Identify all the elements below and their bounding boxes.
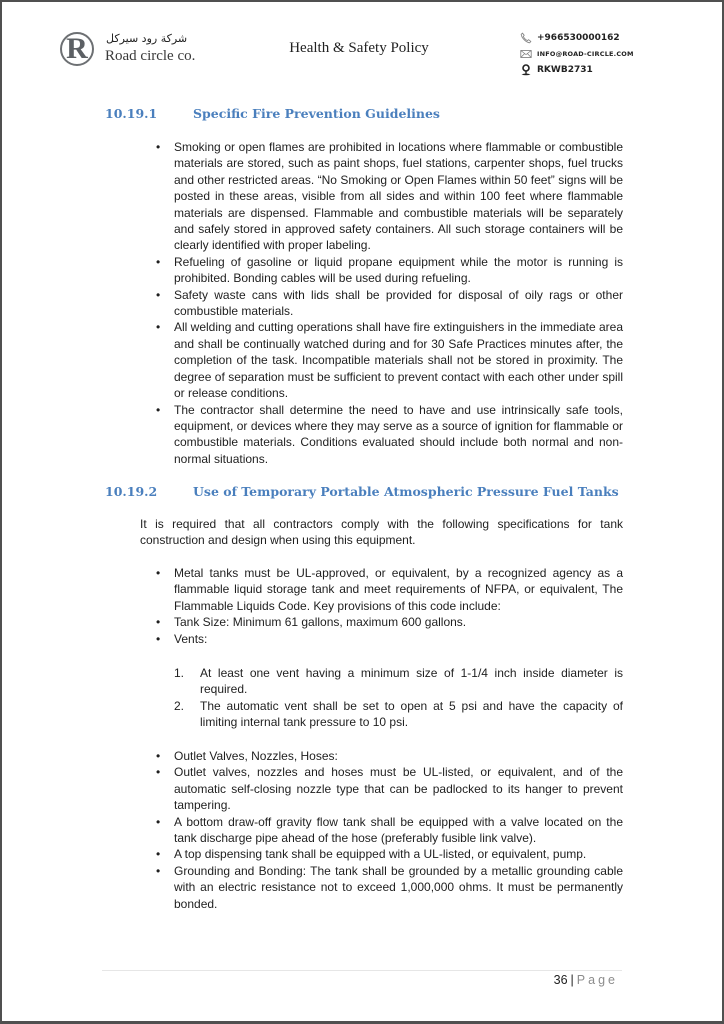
- envelope-icon: [520, 48, 532, 60]
- contact-block: [520, 30, 634, 78]
- list-item: • Outlet valves, nozzles and hoses must be UL-listed, or equivalent, and of the automatic self-closing nozzle type that can be padlocked to its hanger to prevent tampering.: [174, 764, 623, 813]
- contact-location: RKWB2731: [520, 62, 634, 77]
- list-item: • Refueling of gasoline or liquid propane equipment while the motor is running is prohibited. Bonding cables will be used during refueling.: [174, 254, 623, 287]
- phone-icon: [520, 32, 532, 44]
- fire-prevention-list: [174, 139, 623, 467]
- contact-phone: +966530000162: [520, 30, 634, 45]
- section-heading-10-19-1: [105, 106, 440, 121]
- list-item: • Grounding and Bonding: The tank shall be grounded by a metallic grounding cable with an electric resistance not to exceed 1,000,000 ohms. It must be permanently bonded.: [174, 863, 623, 912]
- tank-specs-list-b: [174, 748, 623, 912]
- section-number: 10.19.2: [105, 484, 158, 499]
- list-item: • All welding and cutting operations shall have fire extinguishers in the immediate area and shall be continually watched during and for 30 Safe Practices minutes after, the completion of the task. Incompatible materials shall not be stored in proximity. The degree of separation must be sufficient to prevent contact with each other under spill or release conditions.: [174, 319, 623, 401]
- list-item: • Safety waste cans with lids shall be provided for disposal of oily rags or other combustible materials.: [174, 287, 623, 320]
- list-item: • Smoking or open flames are prohibited in locations where flammable or combustible materials are stored, such as paint shops, fuel stations, carpenter shops, fuel trucks and other restricted areas. “No Smoking or Open Flames within 50 feet” signs will be posted in these areas, visible from all sides and within 100 feet where flammable materials are dispensed. Flammable and combustible materials will be separately and safely stored in approved safety containers. All such storage containers will be clearly identified with proper labeling.: [174, 139, 623, 254]
- location-pin-icon: [520, 64, 532, 76]
- contact-email: INFO@ROAD-CIRCLE.COM: [520, 46, 634, 61]
- section-title: Specific Fire Prevention Guidelines: [193, 106, 440, 121]
- section-heading-10-19-2: [105, 484, 619, 499]
- footer-divider: [102, 970, 622, 971]
- tank-specs-list-a: [174, 565, 623, 647]
- list-item: • Metal tanks must be UL-approved, or equivalent, by a recognized agency as a flammable liquid storage tank and meet requirements of NFPA, or equivalent, The Flammable Liquids Code. Key provisions of this code include:: [174, 565, 623, 614]
- section-title: Use of Temporary Portable Atmospheric Pressure Fuel Tanks: [193, 484, 619, 499]
- section-intro: It is required that all contractors comply with the following specifications for tank construction and design when using this equipment.: [140, 517, 623, 548]
- list-item: • Vents:: [174, 631, 623, 647]
- company-name: Road circle co.: [105, 48, 196, 64]
- list-item: • A bottom draw-off gravity flow tank shall be equipped with a valve located on the tank discharge pipe ahead of the hose (preferably fusible link valve).: [174, 814, 623, 847]
- list-item: • The contractor shall determine the need to have and use intrinsically safe tools, equipment, or devices where they may serve as a source of ignition for flammable or combustible materials. Conditions evaluated should include both normal and non-normal situations.: [174, 402, 623, 468]
- vent-requirements-list: [174, 665, 623, 731]
- logo-r-icon: R: [60, 32, 94, 66]
- company-name-arabic: شركة رود سيركل: [106, 32, 188, 45]
- list-item: • Outlet Valves, Nozzles, Hoses:: [174, 748, 623, 764]
- numbered-item: 2. The automatic vent shall be set to open at 5 psi and have the capacity of limiting internal tank pressure to 10 psi.: [174, 698, 623, 730]
- section-number: 10.19.1: [105, 106, 158, 121]
- list-item: • A top dispensing tank shall be equipped with a UL-listed, or equivalent, pump.: [174, 846, 623, 862]
- page-number: 36 | Page: [553, 973, 618, 987]
- list-item: • Tank Size: Minimum 61 gallons, maximum 600 gallons.: [174, 614, 623, 630]
- document-title: Health & Safety Policy: [289, 40, 429, 56]
- numbered-item: 1. At least one vent having a minimum size of 1-1/4 inch inside diameter is required.: [174, 666, 623, 697]
